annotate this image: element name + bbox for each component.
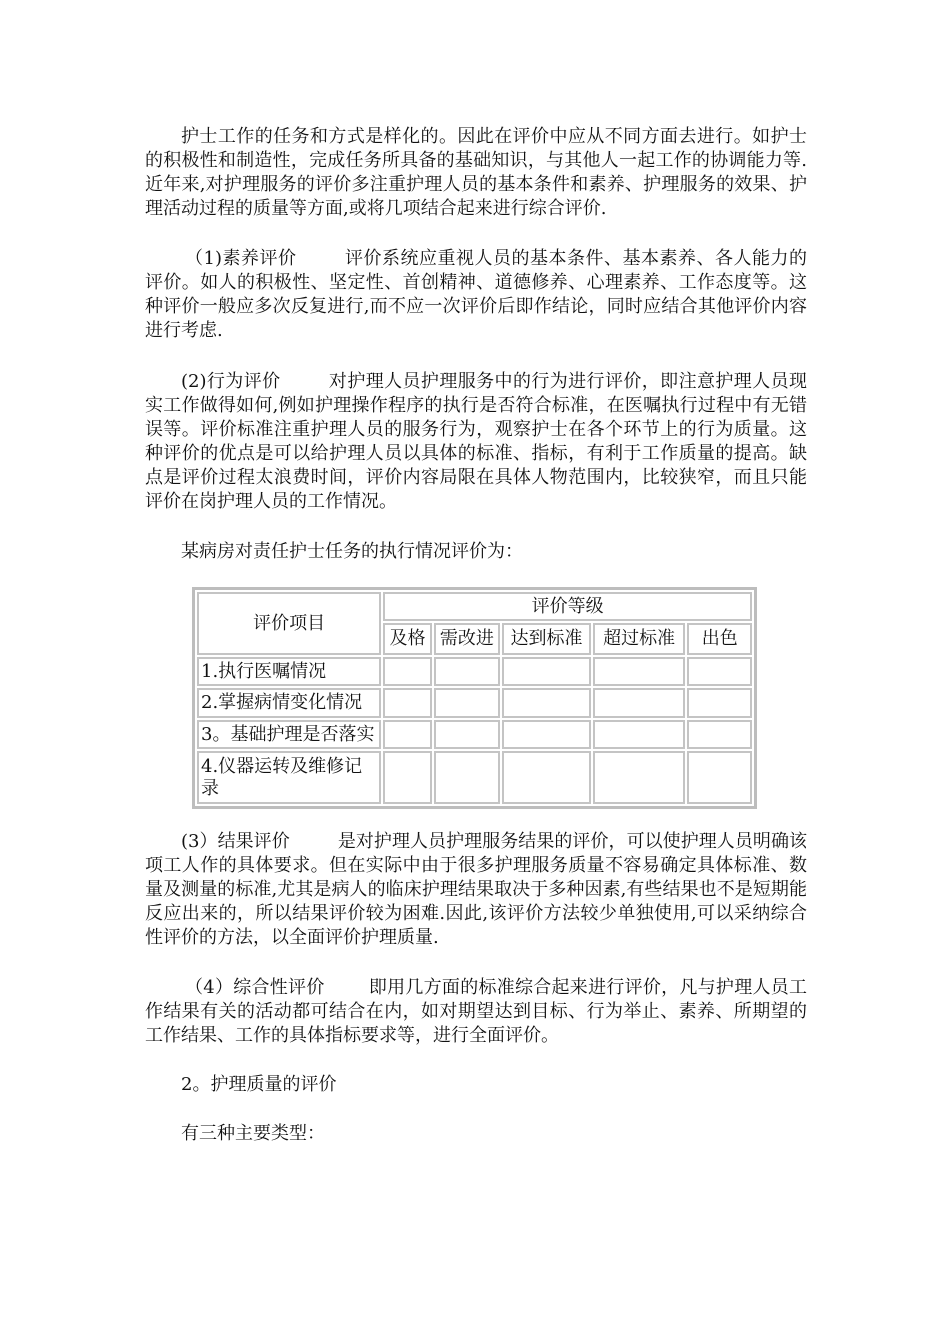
- table-intro-text: 某病房对责任护士任务的执行情况评价为：: [181, 541, 523, 562]
- grade-exceeds-standard: 超过标准: [593, 623, 686, 655]
- comprehensive-evaluation-paragraph: [145, 976, 807, 1048]
- result-evaluation-paragraph: [145, 830, 807, 950]
- quality-evaluation-paragraph: [145, 247, 807, 343]
- table-cell: [434, 688, 500, 717]
- row-item-label: 2.掌握病情变化情况: [197, 688, 381, 717]
- table-cell: [502, 751, 591, 804]
- table-cell: [383, 657, 431, 686]
- result-evaluation-label: (3）结果评价: [181, 831, 290, 852]
- row-item-label: 1.执行医嘱情况: [197, 657, 381, 686]
- table-cell: [687, 688, 752, 717]
- intro-text: 护士工作的任务和方式是样化的。因此在评价中应从不同方面去进行。如护士的积极性和制造性，完成任务所具备的基础知识，与其他人一起工作的协调能力等.近年来,对护理服务的评价多注重护理人员的基本条件和素养、护理服务的效果、护理活动过程的质量等方面,或将几项结合起来进行综合评价.: [145, 126, 807, 219]
- table-cell: [502, 688, 591, 717]
- table-row: [197, 688, 752, 717]
- table-cell: [434, 720, 500, 749]
- table-row: [197, 657, 752, 686]
- table-cell: [687, 720, 752, 749]
- table-cell: [383, 720, 431, 749]
- table-cell: [593, 720, 686, 749]
- item-header: 评价项目: [197, 592, 381, 655]
- grade-needs-improvement: 需改进: [434, 623, 500, 655]
- quality-evaluation-text: 评价系统应重视人员的基本条件、基本素养、各人能力的评价。如人的积极性、坚定性、首创精神、道德修养、心理素养、工作态度等。这种评价一般应多次反复进行,而不应一次评价后即作结论，同时应结合其他评价内容进行考虑.: [145, 248, 807, 341]
- comprehensive-evaluation-text: 即用几方面的标准综合起来进行评价，凡与护理人员工作结果有关的活动都可结合在内，如对期望达到目标、行为举止、素养、所期望的工作结果、工作的具体指标要求等，进行全面评价。: [145, 977, 808, 1046]
- table-cell: [687, 751, 752, 804]
- types-paragraph: [145, 1122, 807, 1146]
- evaluation-table: [192, 587, 757, 809]
- intro-paragraph: [145, 125, 807, 221]
- behavior-evaluation-paragraph: [145, 370, 807, 514]
- quality-evaluation-label: （1)素养评价: [185, 248, 297, 269]
- behavior-evaluation-text: 对护理人员护理服务中的行为进行评价，即注意护理人员现实工作做得如何,例如护理操作程序的执行是否符合标准，在医嘱执行过程中有无错误等。评价标准注重护理人员的服务行为，观察护士在各个环节上的行为质量。这种评价的优点是可以给护理人员以具体的标准、指标，有利于工作质量的提高。缺点是评价过程太浪费时间，评价内容局限在具体人物范围内，比较狭窄，而且只能评价在岗护理人员的工作情况。: [145, 371, 807, 512]
- table-intro-paragraph: [145, 540, 807, 564]
- row-item-label: 4.仪器运转及维修记录: [197, 751, 381, 804]
- section-2-heading: [145, 1073, 807, 1097]
- grade-pass: 及格: [383, 623, 431, 655]
- result-evaluation-text: 是对护理人员护理服务结果的评价，可以使护理人员明确该项工人作的具体要求。但在实际中由于很多护理服务质量不容易确定具体标准、数量及测量的标准,尤其是病人的临床护理结果取决于多种因素,有些结果也不是短期能反应出来的，所以结果评价较为困难.因此,该评价方法较少单独使用,可以采纳综合性评价的方法，以全面评价护理质量.: [145, 831, 807, 948]
- types-text: 有三种主要类型：: [181, 1123, 325, 1144]
- comprehensive-evaluation-label: （4）综合性评价: [185, 977, 325, 998]
- row-item-label: 3。基础护理是否落实: [197, 720, 381, 749]
- table-cell: [593, 751, 686, 804]
- table-cell: [687, 657, 752, 686]
- table-row: [197, 720, 752, 749]
- behavior-evaluation-label: (2)行为评价: [181, 371, 281, 392]
- table-cell: [502, 657, 591, 686]
- table-row: [197, 751, 752, 804]
- grade-excellent: 出色: [687, 623, 752, 655]
- table-cell: [434, 657, 500, 686]
- section-2-text: 2。护理质量的评价: [181, 1074, 337, 1095]
- table-cell: [593, 657, 686, 686]
- table-cell: [383, 688, 431, 717]
- table-cell: [383, 751, 431, 804]
- grade-meets-standard: 达到标准: [502, 623, 591, 655]
- table-cell: [434, 751, 500, 804]
- grade-header: 评价等级: [383, 592, 752, 621]
- table-cell: [593, 688, 686, 717]
- table-cell: [502, 720, 591, 749]
